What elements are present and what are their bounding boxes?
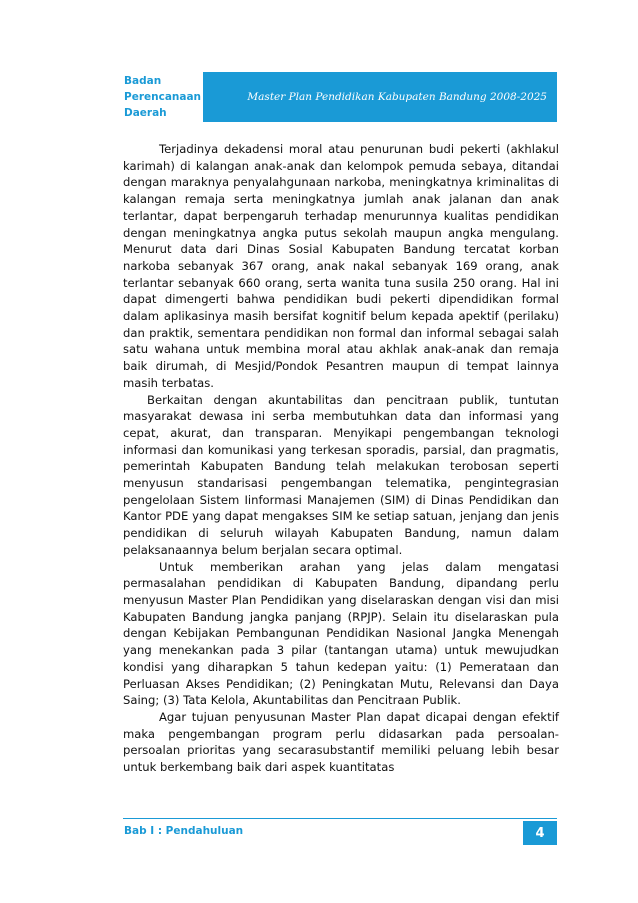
org-line-3: Daerah [124,107,167,119]
header-banner [203,72,557,122]
paragraph-2: Berkaitan dengan akuntabilitas dan pencitraan publik, tuntutan masyarakat dewasa ini serba membutuhkan data dan informasi yang cepat, akurat, dan transparan. Menyikapi pengembangan teknologi informasi dan komunikasi yang terkesan sporadis, parsial, dan pragmatis, pemerintah Kabupaten Bandung telah melakukan terobosan seperti menyusun standarisasi pengembangan telematika, pengintegrasian pengelolaan Sistem Iinformasi Manajemen (SIM) di Dinas Pendidikan dan Kantor PDE yang dapat mengakses SIM ke setiap satuan, jenjang dan jenis pendidikan di seluruh wilayah Kabupaten Bandung, namun dalam pelaksanaannya belum berjalan secara optimal. [123,392,559,557]
paragraph-1: Terjadinya dekadensi moral atau penurunan budi pekerti (akhlakul karimah) di kalangan anak-anak dan kelompok pemuda sebaya, ditandai dengan maraknya penyalahgunaan narkoba, meningkatnya kriminalitas di kalangan remaja serta meningkatnya jumlah anak jalanan dan anak terlantar, dapat berpengaruh terhadap menurunnya kualitas pendidikan dengan meningkatnya angka putus sekolah maupun angka mengulang. Menurut data dari Dinas Sosial Kabupaten Bandung tercatat korban narkoba sebanyak 367 orang, anak nakal sebanyak 169 orang, anak terlantar sebanyak 660 orang, serta wanita tuna susila 250 orang. Hal ini dapat dimengerti bahwa pendidikan budi pekerti dipendidikan formal dalam aplikasinya masih bersifat kognitif belum kepada apektif (perilaku) dan praktik, sementara pendidikan non formal dan informal sebagai salah satu wahana untuk membina moral atau akhlak anak-anak dan remaja baik dirumah, di Mesjid/Pondok Pesantren maupun di tempat lainnya masih terbatas. [123,142,559,390]
org-line-1: Badan [124,75,162,87]
organization-name [124,73,201,121]
body-text [123,141,559,776]
document-title: Master Plan Pendidikan Kabupaten Bandung 2008-2025 [247,91,547,103]
org-line-2: Perencanaan [124,91,202,103]
footer-divider [123,818,557,819]
chapter-label: Bab I : Pendahuluan [124,825,244,837]
page-number: 4 [523,821,557,845]
paragraph-3: Untuk memberikan arahan yang jelas dalam mengatasi permasalahan pendidikan di Kabupaten Bandung, dipandang perlu menyusun Master Plan Pendidikan yang diselaraskan dengan visi dan misi Kabupaten Bandung jangka panjang (RPJP). Selain itu diselaraskan pula dengan Kebijakan Pembangunan Pendidikan Nasional Jangka Menengah yang menekankan pada 3 pilar (tantangan utama) untuk mewujudkan kondisi yang diharapkan 5 tahun kedepan yaitu: (1) Pemerataan dan Perluasan Akses Pendidikan; (2) Peningkatan Mutu, Relevansi dan Daya Saing; (3) Tata Kelola, Akuntabilitas dan Pencitraan Publik. [123,559,559,708]
paragraph-4: Agar tujuan penyusunan Master Plan dapat dicapai dengan efektif maka pengembangan program perlu didasarkan pada persoalan-persoalan prioritas yang secarasubstantif memiliki peluang lebih besar untuk berkembang baik dari aspek kuantitatas [123,709,559,775]
